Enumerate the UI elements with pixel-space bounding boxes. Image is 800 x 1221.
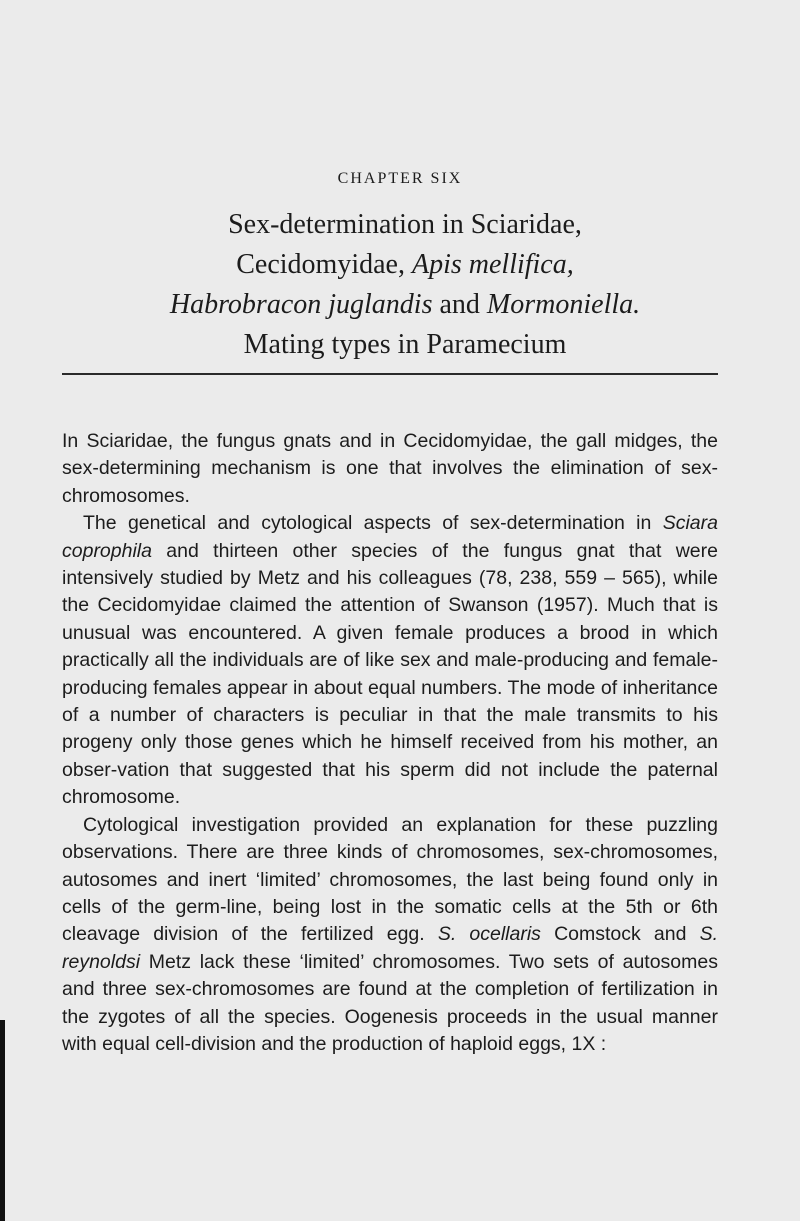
body-text [62,428,718,1058]
paragraph-2-rest: and thirteen other species of the fungus gnat that were intensively studied by Metz and his colleagues (78, 238, 559 – 565), while the Cecidomyidae claimed the attention of Swanson (1957). Much that is unusual was encountered. A given female produces a brood in which practically all the individuals are of like sex and male-producing and female-producing females appear in about equal numbers. The mode of inheritance of a number of characters is peculiar in that the male transmits to his progeny only those genes which he himself received from his mother, an obser-vation that suggested that his sperm did not include the paternal chromosome. [62,539,718,809]
title-divider [62,373,718,375]
species-s-reynoldsi: S. reynoldsi [62,923,718,973]
page-edge-shadow [0,1020,5,1221]
paragraph-3 [62,812,718,1059]
title-species-mormoniella: Mormoniella. [486,289,641,320]
species-sciara-coprophila: Sciara coprophila [62,512,718,562]
title-species-habrobracon: Habrobracon juglandis [169,289,433,320]
title-species-apis: Apis mellifica, [411,249,574,280]
paragraph-2 [62,510,718,811]
title-line-2-text: Cecidomyidae, [236,249,412,280]
title-line-3 [60,285,750,325]
paragraph-2-start: The genetical and cytological aspects of sex-determination in [83,512,663,535]
paragraph-3-start: Cytological investigation provided an explanation for these puzzling observations. There are three kinds of chromosomes, sex-chromosomes, autosomes and inert ‘limited’ chromosomes, the last being found only in cells of the germ-line, being lost in the somatic cells at the 5th or 6th cleavage division of the fertilized egg. [62,813,718,946]
paragraph-1: In Sciaridae, the fungus gnats and in Cecidomyidae, the gall midges, the sex-determining mechanism is one that involves the elimination of sex-chromosomes. [62,430,718,507]
title-line-3-and: and [432,289,487,320]
chapter-label: CHAPTER SIX [337,170,463,187]
chapter-title [60,205,750,365]
species-s-ocellaris: S. ocellaris [437,923,541,946]
title-line-4: Mating types in Paramecium [243,329,567,360]
title-line-1: Sex-determination in Sciaridae, [228,209,582,240]
paragraph-3-rest: Metz lack these ‘limited’ chromosomes. Two sets of autosomes and three sex-chromosomes are found at the completion of fertilization in the zygotes of all the species. Oogenesis proceeds in the usual manner with equal cell-division and the production of haploid eggs, 1X : [62,950,718,1055]
paragraph-3-mid: Comstock and [540,923,700,946]
title-line-2 [60,245,750,285]
